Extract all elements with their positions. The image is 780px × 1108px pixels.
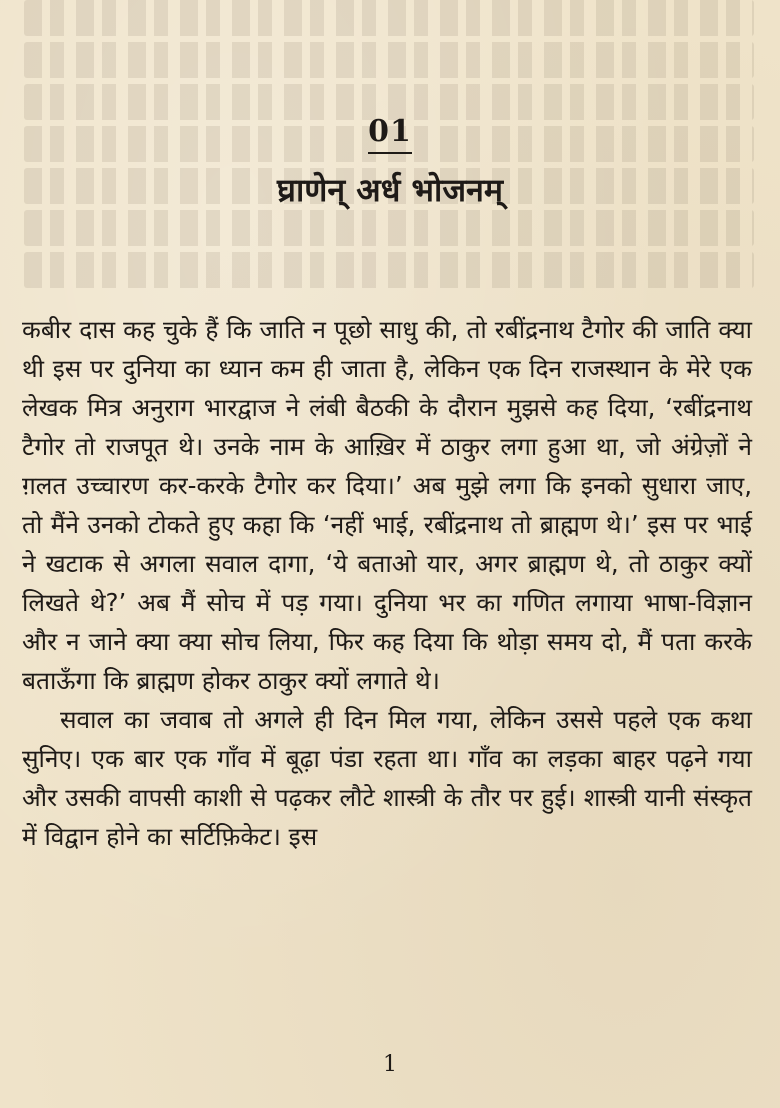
paragraph-1: कबीर दास कह चुके हैं कि जाति न पूछो साधु की, तो रबींद्रनाथ टैगोर की जाति क्या थी इस पर दुनिया का ध्यान कम ही जाता है, लेकिन एक दिन राजस्थान के मेरे एक लेखक मित्र अनुराग भारद्वाज ने लंबी बैठकी के दौरान मुझसे कह दिया, ‘रबींद्रनाथ टैगोर तो राजपूत थे। उनके नाम के आख़िर में ठाकुर लगा हुआ था, जो अंग्रेज़ों ने ग़लत उच्चारण कर-करके टैगोर कर दिया।’ अब मुझे लगा कि इनको सुधारा जाए, तो मैंने उनको टोकते हुए कहा कि ‘नहीं भाई, रबींद्रनाथ तो ब्राह्मण थे।’ इस पर भाई ने खटाक से अगला सवाल दागा, ‘ये बताओ यार, अगर ब्राह्मण थे, तो ठाकुर क्यों लिखते थे?’ अब मैं सोच में पड़ गया। दुनिया भर का गणित लगाया भाषा-विज्ञान और न जाने क्या क्या सोच लिया, फिर कह दिया कि थोड़ा समय दो, मैं पता करके बताऊँगा कि ब्राह्मण होकर ठाकुर क्यों लगाते थे। — [22, 315, 752, 695]
body-text — [22, 310, 752, 856]
chapter-number — [0, 114, 780, 154]
chapter-title: घ्राणेन् अर्ध भोजनम् — [277, 171, 503, 209]
chapter-number-text: 01 — [368, 115, 412, 154]
paragraph-2: सवाल का जवाब तो अगले ही दिन मिल गया, लेकिन उससे पहले एक कथा सुनिए। एक बार एक गाँव में बूढ़ा पंडा रहता था। गाँव का लड़का बाहर पढ़ने गया और उसकी वापसी काशी से पढ़कर लौटे शास्त्री के तौर पर हुई। शास्त्री यानी संस्कृत में विद्वान होने का सर्टिफ़िकेट। इस — [22, 705, 752, 851]
show-through-background — [24, 0, 754, 310]
page-number: 1 — [383, 1052, 397, 1077]
